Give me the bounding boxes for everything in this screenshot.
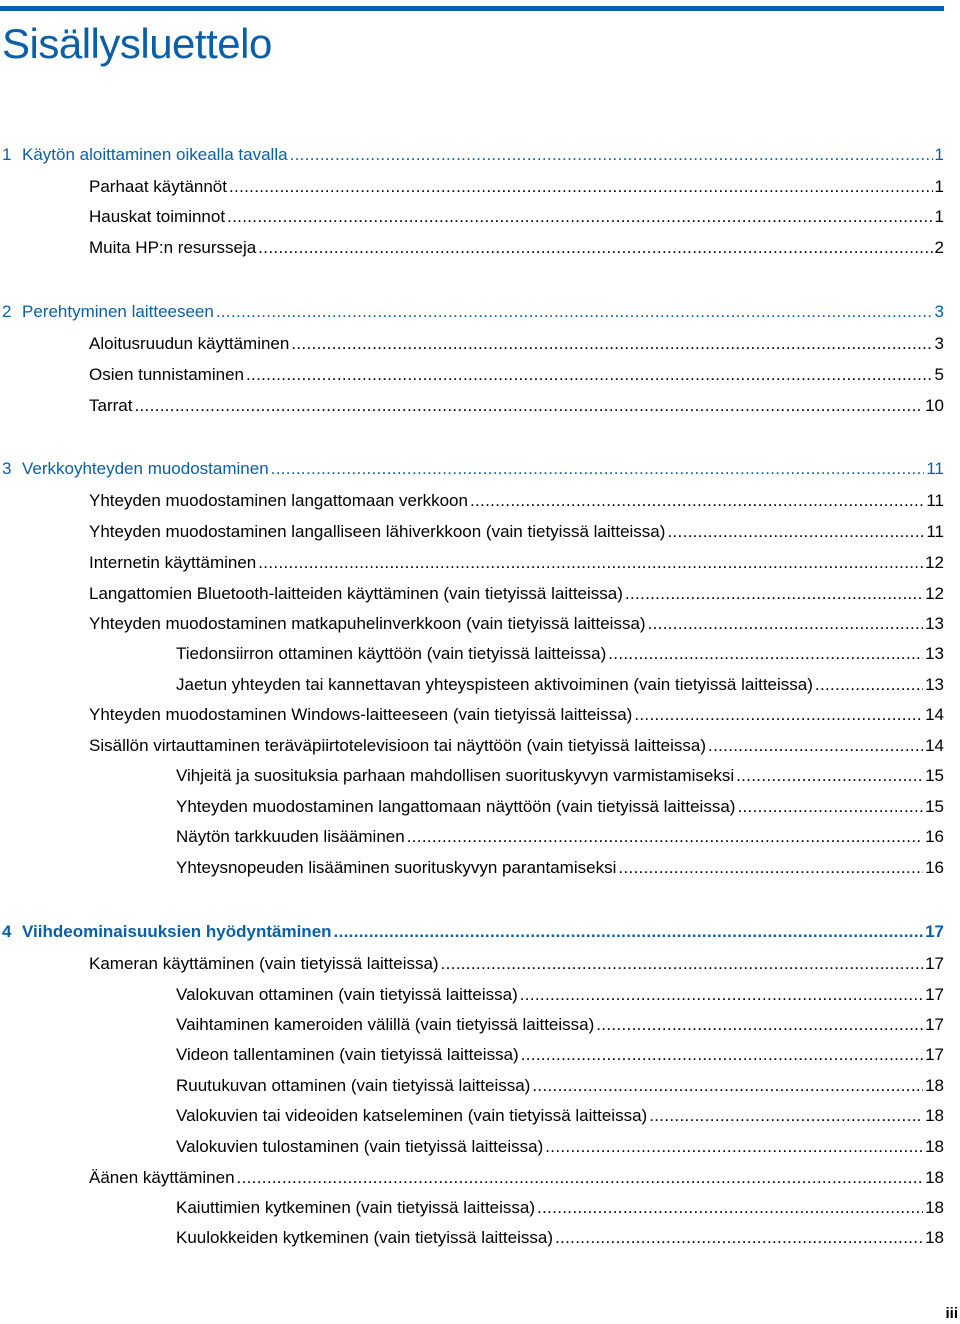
toc-chapter-entry[interactable] — [2, 457, 944, 481]
dot-leader — [470, 489, 924, 513]
dot-leader — [736, 764, 923, 788]
dot-leader — [407, 825, 923, 849]
dot-leader — [532, 1074, 923, 1098]
toc-entry-page: 18 — [925, 1076, 944, 1095]
toc-entry[interactable] — [89, 1166, 944, 1190]
toc-entry-title: Langattomien Bluetooth-laitteiden käyttäminen (vain tietyissä laitteissa) — [89, 584, 623, 603]
chapter-number: 3 — [2, 459, 12, 478]
dot-leader — [521, 1043, 923, 1067]
toc-entry-title: Perehtyminen laitteeseen — [22, 302, 214, 321]
toc-entry-page: 3 — [934, 334, 944, 353]
toc-entry-page: 12 — [925, 553, 944, 572]
toc-entry-title: Viihdeominaisuuksien hyödyntäminen — [22, 922, 332, 941]
dot-leader — [815, 673, 923, 697]
toc-entry[interactable] — [176, 642, 944, 666]
toc-entry[interactable] — [176, 1226, 944, 1250]
toc-entry-title: Osien tunnistaminen — [89, 365, 244, 384]
toc-entry-title: Kuulokkeiden kytkeminen (vain tietyissä laitteissa) — [176, 1228, 554, 1247]
toc-entry-page: 16 — [925, 827, 944, 846]
dot-leader — [227, 205, 932, 229]
toc-entry[interactable] — [176, 764, 944, 788]
toc-entry-title: Tarrat — [89, 396, 133, 415]
page-title: Sisällysluettelo — [2, 20, 272, 67]
toc-entry[interactable] — [89, 551, 944, 575]
toc-entry-page: 1 — [934, 145, 944, 164]
dot-leader — [545, 1135, 923, 1159]
toc-entry-title: Jaetun yhteyden tai kannettavan yhteyspisteen aktivoiminen (vain tietyissä laitteissa) — [176, 675, 813, 694]
toc-entry-page: 17 — [925, 954, 944, 973]
toc-entry[interactable] — [176, 856, 944, 880]
toc-entry-title: Valokuvien tai videoiden katseleminen (vain tietyissä laitteissa) — [176, 1106, 648, 1125]
toc-entry-page: 11 — [926, 491, 944, 510]
dot-leader — [134, 394, 923, 418]
toc-entry-title: Yhteysnopeuden lisääminen suorituskyvyn parantamiseksi — [176, 858, 617, 877]
toc-entry[interactable] — [89, 236, 944, 260]
toc-entry-page: 5 — [934, 365, 944, 384]
toc-entry-page: 15 — [925, 766, 944, 785]
toc-entry[interactable] — [89, 952, 944, 976]
dot-leader — [618, 856, 923, 880]
toc-entry-title: Tiedonsiirron ottaminen käyttöön (vain tietyissä laitteissa) — [176, 644, 607, 663]
toc-entry-title: Verkkoyhteyden muodostaminen — [22, 459, 269, 478]
toc-entry[interactable] — [176, 1104, 944, 1128]
toc-entry[interactable] — [89, 175, 944, 199]
dot-leader — [649, 1104, 923, 1128]
toc-entry-title: Internetin käyttäminen — [89, 553, 257, 572]
toc-entry-title: Kameran käyttäminen (vain tietyissä laitteissa) — [89, 954, 439, 973]
toc-entry-title: Äänen käyttäminen — [89, 1168, 235, 1187]
dot-leader — [634, 703, 923, 727]
dot-leader — [334, 920, 924, 944]
dot-leader — [237, 1166, 924, 1190]
toc-entry-page: 17 — [925, 1015, 944, 1034]
toc-entry-page: 14 — [925, 736, 944, 755]
toc-chapter-entry[interactable] — [2, 920, 944, 944]
dot-leader — [258, 236, 932, 260]
dot-leader — [537, 1196, 923, 1220]
toc-entry-page: 17 — [925, 1045, 944, 1064]
toc-entry-page: 11 — [926, 522, 944, 541]
dot-leader — [441, 952, 923, 976]
top-rule — [0, 6, 944, 11]
toc-entry-page: 13 — [925, 614, 944, 633]
dot-leader — [608, 642, 923, 666]
toc-chapter-entry[interactable] — [2, 143, 944, 167]
toc-entry[interactable] — [89, 612, 944, 636]
toc-entry-title: Yhteyden muodostaminen langattomaan näyttöön (vain tietyissä laitteissa) — [176, 797, 736, 816]
toc-entry[interactable] — [176, 1013, 944, 1037]
dot-leader — [596, 1013, 923, 1037]
footer-page-number: iii — [945, 1305, 958, 1322]
toc-entry-page: 18 — [925, 1106, 944, 1125]
toc-entry-page: 15 — [925, 797, 944, 816]
toc-entry[interactable] — [176, 795, 944, 819]
toc-entry[interactable] — [176, 673, 944, 697]
dot-leader — [229, 175, 933, 199]
dot-leader — [708, 734, 923, 758]
toc-entry-title: Hauskat toiminnot — [89, 207, 226, 226]
dot-leader — [291, 332, 932, 356]
toc-entry-page: 12 — [925, 584, 944, 603]
toc-entry-title: Näytön tarkkuuden lisääminen — [176, 827, 405, 846]
toc-entry-page: 13 — [925, 675, 944, 694]
dot-leader — [290, 143, 933, 167]
toc-entry[interactable] — [176, 1074, 944, 1098]
toc-entry[interactable] — [176, 1043, 944, 1067]
toc-chapter-entry[interactable] — [2, 300, 944, 324]
toc-entry-title: Kaiuttimien kytkeminen (vain tietyissä laitteissa) — [176, 1198, 536, 1217]
toc-entry-page: 17 — [925, 922, 944, 941]
toc-entry-page: 17 — [925, 985, 944, 1004]
toc-entry-title: Ruutukuvan ottaminen (vain tietyissä laitteissa) — [176, 1076, 531, 1095]
toc-entry-title: Vihjeitä ja suosituksia parhaan mahdollisen suorituskyvyn varmistamiseksi — [176, 766, 735, 785]
dot-leader — [258, 551, 923, 575]
toc-entry-page: 1 — [934, 207, 944, 226]
dot-leader — [737, 795, 923, 819]
chapter-number: 1 — [2, 145, 12, 164]
toc-entry-title: Valokuvan ottaminen (vain tietyissä laitteissa) — [176, 985, 518, 1004]
toc-entry-page: 16 — [925, 858, 944, 877]
toc-entry-page: 14 — [925, 705, 944, 724]
toc-entry-title: Sisällön virtauttaminen teräväpiirtotelevisioon tai näyttöön (vain tietyissä laitteissa) — [89, 736, 707, 755]
toc-entry-title: Yhteyden muodostaminen Windows-laitteeseen (vain tietyissä laitteissa) — [89, 705, 633, 724]
dot-leader — [520, 983, 923, 1007]
toc-entry-title: Aloitusruudun käyttäminen — [89, 334, 290, 353]
toc-entry[interactable] — [89, 205, 944, 229]
toc-entry[interactable] — [89, 332, 944, 356]
toc-entry-page: 13 — [925, 644, 944, 663]
toc-entry[interactable] — [89, 520, 944, 544]
toc-entry-page: 1 — [934, 177, 944, 196]
toc-entry-page: 18 — [925, 1228, 944, 1247]
toc-entry[interactable] — [89, 394, 944, 418]
toc-entry[interactable] — [89, 703, 944, 727]
toc-entry[interactable] — [176, 983, 944, 1007]
toc-entry[interactable] — [176, 1135, 944, 1159]
toc-entry-title: Parhaat käytännöt — [89, 177, 227, 196]
toc-entry[interactable] — [89, 363, 944, 387]
toc-entry-title: Muita HP:n resursseja — [89, 238, 257, 257]
dot-leader — [555, 1226, 923, 1250]
toc-entry-page: 3 — [934, 302, 944, 321]
dot-leader — [667, 520, 924, 544]
toc-entry[interactable] — [176, 1196, 944, 1220]
toc-entry-page: 18 — [925, 1198, 944, 1217]
dot-leader — [648, 612, 924, 636]
toc-entry-page: 18 — [925, 1168, 944, 1187]
toc-entry-title: Valokuvien tulostaminen (vain tietyissä laitteissa) — [176, 1137, 544, 1156]
toc-entry[interactable] — [89, 489, 944, 513]
toc-entry-title: Vaihtaminen kameroiden välillä (vain tietyissä laitteissa) — [176, 1015, 595, 1034]
toc-entry[interactable] — [176, 825, 944, 849]
toc-entry-page: 11 — [926, 459, 944, 478]
dot-leader — [271, 457, 925, 481]
toc-entry-page: 18 — [925, 1137, 944, 1156]
dot-leader — [216, 300, 933, 324]
toc-entry-title: Yhteyden muodostaminen langattomaan verkkoon — [89, 491, 468, 510]
chapter-number: 2 — [2, 302, 12, 321]
toc-entry-title: Käytön aloittaminen oikealla tavalla — [22, 145, 288, 164]
toc-entry-page: 2 — [934, 238, 944, 257]
chapter-number: 4 — [2, 922, 12, 941]
toc-entry[interactable] — [89, 734, 944, 758]
toc-entry[interactable] — [89, 582, 944, 606]
toc-entry-title: Videon tallentaminen (vain tietyissä laitteissa) — [176, 1045, 519, 1064]
toc-entry-title: Yhteyden muodostaminen langalliseen lähiverkkoon (vain tietyissä laitteissa) — [89, 522, 666, 541]
toc-entry-page: 10 — [925, 396, 944, 415]
toc-entry-title: Yhteyden muodostaminen matkapuhelinverkkoon (vain tietyissä laitteissa) — [89, 614, 646, 633]
dot-leader — [246, 363, 933, 387]
dot-leader — [625, 582, 923, 606]
